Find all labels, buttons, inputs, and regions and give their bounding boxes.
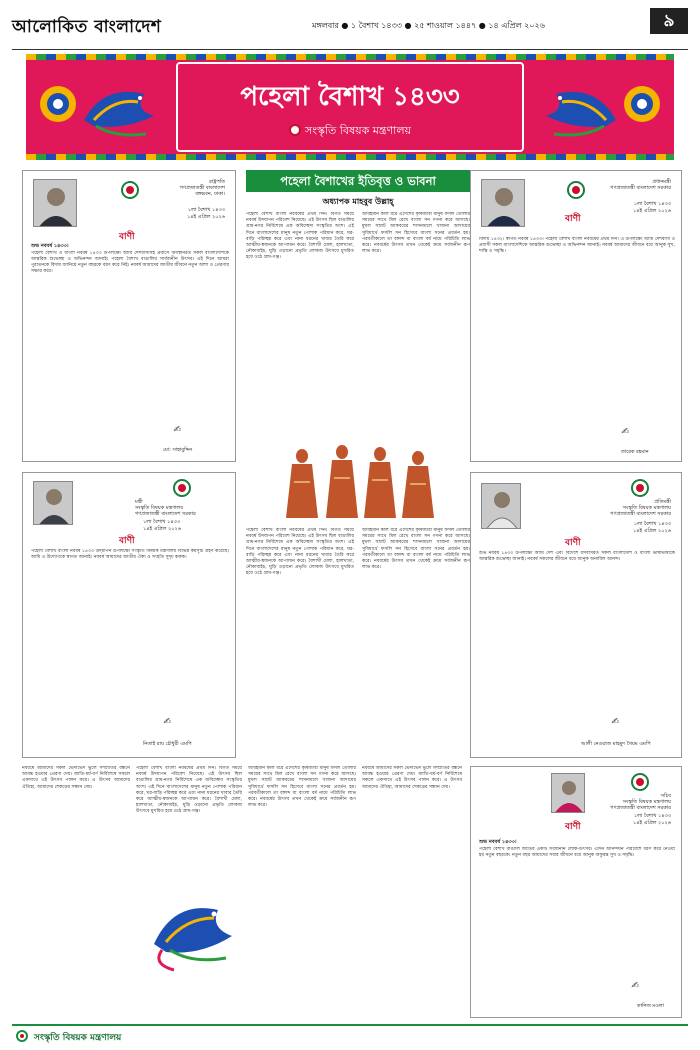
signatory-name: মো: সাহাবুদ্দিন (163, 447, 193, 453)
state-minister-role: প্রতিমন্ত্রী সংস্কৃতি বিষয়ক মন্ত্রণালয় গণপ্রজাতন্ত্রী বাংলাদেশ সরকার (610, 499, 671, 517)
pm-message-body: বিদায় ১৪৩২। স্বাগত নববর্ষ ১৪৩৩। পহেলা বৈশাখ বাংলা নববর্ষের প্রথম দিন। এ উপলক্ষ্যে আমি দেশবাসী ও প্রবাসী সকল বাংলাদেশিকে আন্তরিক শুভেচ্ছা ও অভিনন্দন জানাই। নববর্ষ আমাদের জীবনে বয়ে আনুক সুখ, শান্তি ও সমৃদ্ধি। (479, 237, 675, 255)
secretary-emblem-icon (631, 773, 649, 791)
folk-bird-art-right-icon (536, 64, 666, 150)
portrait-icon (482, 484, 521, 529)
secretary-message-body: পহেলা বৈশাখ বাঙালি জাতির একটি সর্বজনীন লোক-উৎসব। এদিন আনন্দঘন পরিবেশে বরণ করে নেওয়া হয় নতুন বছরকে। নতুন বছর আমাদের সবার জীবনে বয়ে আনুক অফুরন্ত সুখ ও সমৃদ্ধি। (479, 847, 675, 859)
minister-emblem-icon (173, 479, 191, 497)
footer-ministry-seal-icon (16, 1030, 28, 1042)
greeting: শুভ নববর্ষ ১৪৩৩। (479, 839, 517, 845)
banner-top-strip (26, 54, 674, 60)
message-label: বাণী (565, 822, 581, 832)
portrait-icon (552, 774, 585, 813)
article-headline: পহেলা বৈশাখের ইতিবৃত্ত ও ভাবনা (246, 170, 470, 192)
president-message-body: পহেলা বৈশাখ ও বাংলা নববর্ষ ১৪৩৩ উপলক্ষ্যে আমি দেশবাসীসহ প্রবাসে অবস্থানরত সকল বাংলাদেশিকে আন্তরিক শুভেচ্ছা ও অভিনন্দন জানাই। পহেলা বৈশাখ বাঙালির সার্বজনীন উৎসব। এই দিনে আমরা পুরাতনকে বিদায় জানিয়ে নতুন বছরকে বরণ করে নিই। নববর্ষ আমাদের জাতীয় জীবনে নতুন আশা ও প্রেরণার সঞ্চার করে। (31, 251, 229, 275)
article-column-4: পহেলা বৈশাখ বাংলা নববর্ষের প্রথম দিন। বিগত সময়ে নববর্ষ উদযাপন পরিবেশ নিয়েছে। এই উৎসব ছিল বাঙালির গ্রাম-নগর নির্বিশেষে এক অবিচ্ছেদ্য সংস্কৃতির অংশ। এই দিনে বাংলাদেশের মানুষ নতুন পোশাক পরিধান করে, ঘর-বাড়ি পরিচ্ছন্ন করে এবং নানা ধরনের খাবার তৈরি করে আত্মীয়-স্বজনকে আপ্যায়ন করে। বৈশাখী মেলা, হালখাতা, নৌকাবাইচ, ঘুড়ি ওড়ানো প্রভৃতি লোকজ উৎসবে মুখরিত হয়ে ওঠে গ্রাম-গঞ্জ। (136, 766, 242, 815)
minister-dates (143, 519, 233, 533)
portrait-icon (34, 482, 73, 525)
banner-ministry (176, 122, 524, 141)
folk-bird-art-left-icon (34, 64, 164, 150)
date-gregorian: ১৪ই এপ্রিল ২০২৬ (187, 214, 225, 220)
article-column-3: নববর্ষে আমাদের সকল ভেদাভেদ ভুলে সম্প্রীতির বন্ধনে আবদ্ধ হওয়ার প্রেরণা দেয়। জাতি-ধর্ম-বর্ণ নির্বিশেষে সকলে একসাথে এই উৎসব পালন করে। এ উৎসব আমাদের ঐতিহ্য, আমাদের শেকড়ের সন্ধান দেয়। (22, 766, 130, 790)
message-label: বাণী (565, 214, 581, 224)
president-emblem-icon (121, 181, 139, 199)
secretary-photo (551, 773, 585, 813)
date-gregorian: ১৪ই এপ্রিল ২০২৬ (633, 820, 671, 826)
signature: ✍︎ (163, 717, 171, 727)
banner-bottom-strip (26, 154, 674, 160)
folk-bird-small-icon (144, 884, 238, 974)
article-column-5: আবহমান কাল ধরে এদেশের কৃষিজীবী মানুষ ফসল তোলার সময়ের সাথে মিল রেখে বাংলা সন গণনা করে আসছে। মুঘল সম্রাট আকবরের শাসনামলে খাজনা আদায়ের সুবিধার্থে ফসলি সন হিসেবে বাংলা সনের প্রবর্তন হয়। পরবর্তীকালে তা বঙ্গাব্দ বা বাংলা বর্ষ নামে পরিচিতি লাভ করে। নববর্ষের উৎসব তখন থেকেই ক্রমে সর্বজনীন রূপ লাভ করে। (248, 766, 356, 809)
date-gregorian: ১৪ই এপ্রিল ২০২৬ (633, 208, 671, 214)
message-label: বাণী (119, 232, 135, 242)
pm-emblem-icon (567, 181, 585, 199)
state-minister-message (470, 472, 682, 758)
minister-photo (33, 481, 73, 525)
date-bengali: ১লা বৈশাখ ১৪৩৩ (143, 519, 181, 525)
page-footer (12, 1024, 688, 1044)
date-gregorian: ১৪ই এপ্রিল ২০২৬ (633, 528, 671, 534)
article-column-6: নববর্ষে আমাদের সকল ভেদাভেদ ভুলে সম্প্রীতির বন্ধনে আবদ্ধ হওয়ার প্রেরণা দেয়। জাতি-ধর্ম-বর্ণ নির্বিশেষে সকলে একসাথে এই উৎসব পালন করে। এ উৎসব আমাদের ঐতিহ্য, আমাদের শেকড়ের সন্ধান দেয়। (362, 766, 462, 790)
pm-dates (591, 201, 671, 215)
message-label: বাণী (119, 536, 135, 546)
article-column-1b: পহেলা বৈশাখ বাংলা নববর্ষের প্রথম দিন। বিগত সময়ে নববর্ষ উদযাপন পরিবেশ নিয়েছে। এই উৎসব ছিল বাঙালির গ্রাম-নগর নির্বিশেষে এক অবিচ্ছেদ্য সংস্কৃতির অংশ। এই দিনে বাংলাদেশের মানুষ নতুন পোশাক পরিধান করে, ঘর-বাড়ি পরিচ্ছন্ন করে এবং নানা ধরনের খাবার তৈরি করে আত্মীয়-স্বজনকে আপ্যায়ন করে। বৈশাখী মেলা, হালখাতা, নৌকাবাইচ, ঘুড়ি ওড়ানো প্রভৃতি লোকজ উৎসবে মুখরিত হয়ে ওঠে গ্রাম-গঞ্জ। (246, 528, 354, 577)
date-bengali: ১লা বৈশাখ ১৪৩৩ (633, 813, 671, 819)
secretary-message (470, 766, 682, 1018)
greeting: শুভ নববর্ষ ১৪৩৩। (31, 243, 69, 249)
article-author: অধ্যাপক মাহবুব উল্লাহ্‌ (322, 196, 394, 206)
article-column-2: আবহমান কাল ধরে এদেশের কৃষিজীবী মানুষ ফসল তোলার সময়ের সাথে মিল রেখে বাংলা সন গণনা করে আসছে। মুঘল সম্রাট আকবরের শাসনামলে খাজনা আদায়ের সুবিধার্থে ফসলি সন হিসেবে বাংলা সনের প্রবর্তন হয়। পরবর্তীকালে তা বঙ্গাব্দ বা বাংলা বর্ষ নামে পরিচিতি লাভ করে। নববর্ষের উৎসব তখন থেকেই ক্রমে সর্বজনীন রূপ লাভ করে। (362, 212, 470, 255)
pm-message (470, 170, 682, 462)
pm-photo (481, 179, 525, 227)
president-role: রাষ্ট্রপতি গণপ্রজাতন্ত্রী বাংলাদেশ বঙ্গভবন, ঢাকা। (179, 179, 225, 197)
portrait-icon (34, 180, 77, 227)
footer-ministry-name: সংস্কৃতি বিষয়ক মন্ত্রণালয় (34, 1033, 122, 1043)
masthead (12, 8, 688, 50)
minister-role: মন্ত্রী সংস্কৃতি বিষয়ক মন্ত্রণালয় গণপ্রজাতন্ত্রী বাংলাদেশ সরকার (135, 499, 196, 517)
secretary-dates (591, 813, 671, 827)
date-bengali: ১লা বৈশাখ ১৪৩৩ (633, 521, 671, 527)
state-minister-message-body: শুভ নববর্ষ ১৪৩৩ উপলক্ষ্যে আমি দেশ এবং বিদেশে বসবাসরত সকল বাংলাদেশি ও বাংলা ভাষাভাষীকে আন্তরিক শুভেচ্ছা জানাই। নববর্ষ সকলের জীবনে বয়ে আনুক অনাবিল আনন্দ। (479, 551, 675, 563)
state-minister-emblem-icon (631, 479, 649, 497)
minister-message (22, 472, 236, 758)
pm-role: প্রধানমন্ত্রী গণপ্রজাতন্ত্রী বাংলাদেশ সরকার (610, 179, 671, 191)
state-minister-dates (581, 521, 671, 535)
article-column-1: পহেলা বৈশাখ বাংলা নববর্ষের প্রথম দিন। বিগত সময়ে নববর্ষ উদযাপন পরিবেশ নিয়েছে। এই উৎসব ছিল বাঙালির গ্রাম-নগর নির্বিশেষে এক অবিচ্ছেদ্য সংস্কৃতির অংশ। এই দিনে বাংলাদেশের মানুষ নতুন পোশাক পরিধান করে, ঘর-বাড়ি পরিচ্ছন্ন করে এবং নানা ধরনের খাবার তৈরি করে আত্মীয়-স্বজনকে আপ্যায়ন করে। বৈশাখী মেলা, হালখাতা, নৌকাবাইচ, ঘুড়ি ওড়ানো প্রভৃতি লোকজ উৎসবে মুখরিত হয়ে ওঠে গ্রাম-গঞ্জ। (246, 212, 354, 261)
ministry-seal-icon (289, 124, 301, 136)
message-label: বাণী (565, 538, 581, 548)
date-bengali: ১লা বৈশাখ ১৪৩৩ (187, 207, 225, 213)
signature: ✍︎ (631, 981, 639, 991)
president-dates (145, 207, 225, 221)
banner-ministry-label: সংস্কৃতি বিষয়ক মন্ত্রণালয় (304, 124, 412, 137)
article-column-2b: আবহমান কাল ধরে এদেশের কৃষিজীবী মানুষ ফসল তোলার সময়ের সাথে মিল রেখে বাংলা সন গণনা করে আসছে। মুঘল সম্রাট আকবরের শাসনামলে খাজনা আদায়ের সুবিধার্থে ফসলি সন হিসেবে বাংলা সনের প্রবর্তন হয়। পরবর্তীকালে তা বঙ্গাব্দ বা বাংলা বর্ষ নামে পরিচিতি লাভ করে। নববর্ষের উৎসব তখন থেকেই ক্রমে সর্বজনীন রূপ লাভ করে। (362, 528, 470, 571)
date-bengali: ১লা বৈশাখ ১৪৩৩ (633, 201, 671, 207)
state-minister-photo (481, 483, 521, 529)
date-gregorian: ১৪ই এপ্রিল ২০২৬ (143, 526, 181, 532)
newspaper-logo: আলোকিত বাংলাদেশ (12, 17, 162, 37)
signatory-name: নিতাই রায় চৌধুরী এমপি (143, 741, 192, 747)
signature: ✍︎ (621, 427, 629, 437)
minister-message-body: পহেলা বৈশাখ বাংলা নববর্ষ ১৪৩৩ উদ্‌যাপন উপলক্ষ্যে সংস্কৃতি বিষয়ক মন্ত্রণালয় বিভিন্ন কর্মসূচি গ্রহণ করেছে। আমি এ উদ্যোগকে স্বাগত জানাই। নববর্ষ আমাদের জাতীয় ঐক্য ও সংহতি সুদৃঢ় করুক। (31, 549, 229, 561)
banner-title: পহেলা বৈশাখ ১৪৩৩ (240, 82, 460, 112)
page-number: ৯ (650, 8, 688, 34)
secretary-role: সচিব সংস্কৃতি বিষয়ক মন্ত্রণালয় গণপ্রজাতন্ত্রী বাংলাদেশ সরকার (610, 793, 671, 811)
terracotta-dolls-illustration (262, 442, 458, 522)
portrait-icon (482, 180, 525, 227)
signatory-name: তারেক রহমান (621, 449, 649, 455)
signatory-name: কানিজ মওলা (637, 1003, 665, 1009)
president-message (22, 170, 236, 462)
signatory-name: আলী নেওয়াজ মাহমুদ খৈয়ম এমপি (581, 741, 651, 747)
issue-date: মঙ্গলবার ● ১ বৈশাখ ১৪৩৩ ● ২৫ শাওয়াল ১৪৪৭ ● ১৪ এপ্রিল ২০২৬ (312, 21, 545, 30)
signature: ✍︎ (173, 425, 181, 435)
pohela-boishakh-banner (26, 54, 674, 160)
president-photo (33, 179, 77, 227)
signature: ✍︎ (611, 717, 619, 727)
